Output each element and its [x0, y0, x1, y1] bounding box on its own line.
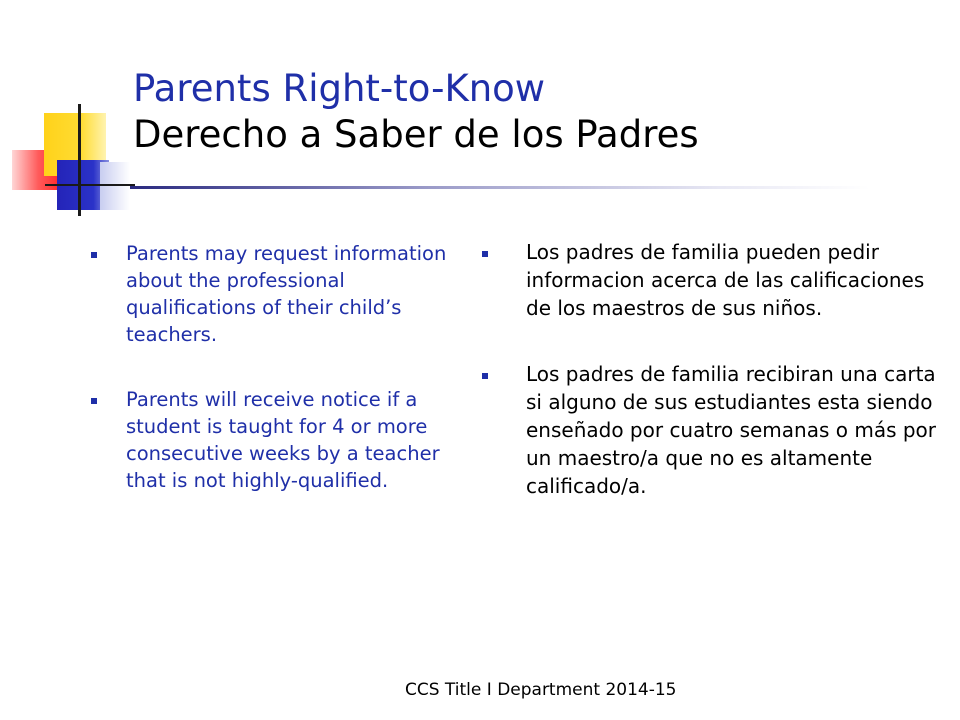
right-column	[478, 238, 938, 538]
title-underline-rule	[130, 186, 870, 189]
decorative-vertical-line	[78, 104, 81, 216]
slide-title	[133, 66, 933, 158]
left-column	[88, 240, 458, 532]
title-english: Parents Right-to-Know	[133, 67, 546, 110]
decorative-fade-square	[100, 162, 130, 210]
title-spanish: Derecho a Saber de los Padres	[133, 113, 699, 156]
left-bullet-2: Parents will receive notice if a student is taught for 4 or more consecutive weeks by a teacher that is not highly-qualified.	[88, 386, 458, 494]
left-bullet-1: Parents may request information about the professional qualifications of their child’s teachers.	[88, 240, 458, 348]
decorative-horizontal-line	[45, 184, 135, 186]
right-bullet-2: Los padres de familia recibiran una carta si alguno de sus estudiantes esta siendo enseñado por cuatro semanas o más por un maestro/a que no es altamente calificado/a.	[478, 360, 938, 500]
right-bullet-1: Los padres de familia pueden pedir informacion acerca de las calificaciones de los maestros de sus niños.	[478, 238, 938, 322]
footer-text: CCS Title I Department 2014-15	[405, 680, 677, 700]
